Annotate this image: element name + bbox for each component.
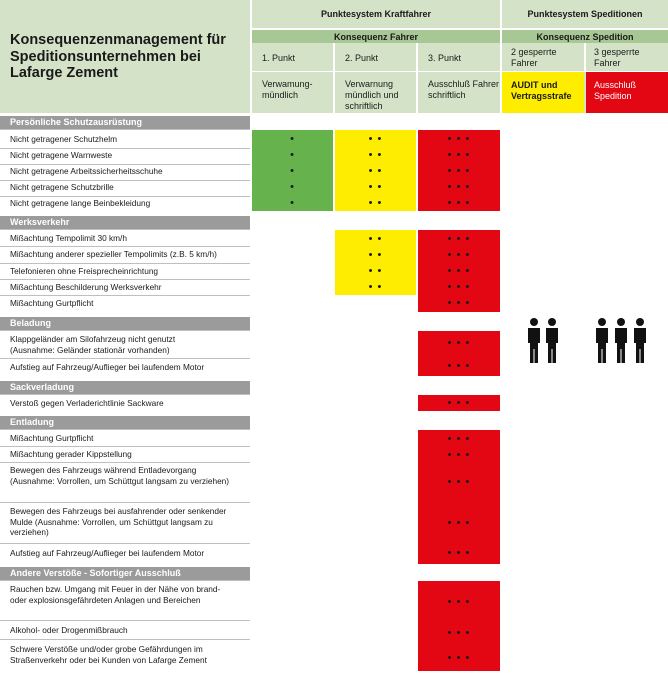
header-separator xyxy=(333,43,335,113)
dot-marker: • • • xyxy=(447,149,471,161)
dot-marker: • • • xyxy=(447,133,471,145)
list-item: Nicht getragene Warnweste xyxy=(10,150,113,160)
row-divider xyxy=(0,229,250,230)
dot-marker: • xyxy=(290,149,295,161)
dot-marker: • • • xyxy=(447,165,471,177)
list-item: Mißachtung Gurtpflicht xyxy=(10,433,94,443)
list-item: Mißachtung Gurtpflicht xyxy=(10,298,94,308)
dot-marker: • • xyxy=(368,181,383,193)
dot-marker: • xyxy=(290,133,295,145)
ppe-red-dots xyxy=(418,130,500,211)
list-item: Aufstieg auf Fahrzeug/Auflieger bei laufendem Motor xyxy=(10,362,205,372)
column-3-point: 3. Punkt xyxy=(428,53,462,63)
row-divider xyxy=(0,129,250,130)
row-divider xyxy=(0,246,250,247)
driver-system-heading: Punktesystem Kraftfahrer xyxy=(320,9,432,19)
row-divider xyxy=(0,358,250,359)
consequence-5: Ausschluß Spedition xyxy=(594,80,637,101)
forwarder-system-heading: Punktesystem Speditionen xyxy=(527,9,643,19)
list-item: Nicht getragene Arbeitssicherheitsschuhe xyxy=(10,166,163,176)
consequence-1: Verwamung- mündlich xyxy=(262,79,313,100)
consequence-3: Ausschluß Fahrer schriftlich xyxy=(428,79,500,100)
list-item: Mißachtung Tempolimit 30 km/h xyxy=(10,233,127,243)
driver-consequence-heading: Konsequenz Fahrer xyxy=(252,30,500,43)
dot-marker: • • xyxy=(368,133,383,145)
list-item: Schwere Verstöße und/oder grobe Gefährdungen im Straßenverkehr oder bei Kunden von Lafarge Zement xyxy=(10,644,207,665)
dot-marker: • • • xyxy=(447,596,471,608)
list-item: Mißachtung Beschilderung Werksverkehr xyxy=(10,282,162,292)
list-item: Nicht getragener Schutzhelm xyxy=(10,134,117,144)
dot-marker: • • • xyxy=(447,281,471,293)
dot-marker: • xyxy=(290,197,295,209)
row-divider xyxy=(0,295,250,296)
list-item: Mißachtung gerader Kippstellung xyxy=(10,449,132,459)
dot-marker: • • xyxy=(368,249,383,261)
ppe-yellow-dots xyxy=(335,130,416,211)
row-divider xyxy=(0,196,250,197)
list-item: Telefonieren ohne Freisprecheinrichtung xyxy=(10,266,159,276)
row-divider xyxy=(0,330,250,331)
row-divider xyxy=(0,164,250,165)
row-divider xyxy=(0,620,250,621)
list-item: Bewegen des Fahrzeugs bei ausfahrender oder senkender Mulde (Ausnahme: Vorrollen, um Schüttgut langsam zu verziehen) xyxy=(10,506,227,537)
list-item: Bewegen des Fahrzeugs während Entladevorgang (Ausnahme: Vorrollen, um Schüttgut langsam zu verziehen) xyxy=(10,465,230,486)
dot-marker: • • xyxy=(368,233,383,245)
row-divider xyxy=(0,580,250,581)
dot-marker: • • • xyxy=(447,652,471,664)
dot-marker: • • xyxy=(368,281,383,293)
column-1-point: 1. Punkt xyxy=(262,53,296,63)
row-divider xyxy=(0,543,250,544)
row-divider xyxy=(0,502,250,503)
section-header-ppe: Persönliche Schutzausrüstung xyxy=(0,116,250,129)
ppe-green-dots xyxy=(252,130,333,211)
traffic-red-dots xyxy=(418,230,500,312)
dot-marker: • • xyxy=(368,165,383,177)
dot-marker: • • • xyxy=(447,433,471,445)
dot-marker: • • • xyxy=(447,476,471,488)
page-title: Konsequenzenmanagement für Speditionsunternehmen bei Lafarge Zement xyxy=(10,32,226,81)
dot-marker: • • • xyxy=(447,517,471,529)
column-2-point: 2. Punkt xyxy=(345,53,379,63)
dot-marker: • • • xyxy=(447,233,471,245)
section-header-loading: Beladung xyxy=(0,317,250,330)
dot-marker: • • • xyxy=(447,197,471,209)
list-item: Mißachtung anderer spezieller Tempolimits (z.B. 5 km/h) xyxy=(10,249,217,259)
traffic-yellow-dots xyxy=(335,230,416,295)
dot-marker: • • xyxy=(368,265,383,277)
row-divider xyxy=(0,639,250,640)
header-separator xyxy=(584,43,586,72)
row-divider xyxy=(0,279,250,280)
column-3-blocked-drivers: 3 gesperrte Fahrer xyxy=(594,47,640,68)
dot-marker: • • • xyxy=(447,397,471,409)
list-item: Rauchen bzw. Umgang mit Feuer in der Nähe von brand- oder explosionsgefährdeten Anlagen und Bereichen xyxy=(10,584,221,605)
other-violations-red-dots xyxy=(418,581,500,671)
dot-marker: • • • xyxy=(447,181,471,193)
list-item: Nicht getragene Schutzbrille xyxy=(10,182,114,192)
section-header-other-violations: Andere Verstöße - Sofortiger Ausschluß xyxy=(0,567,250,580)
dot-marker: • • xyxy=(368,149,383,161)
row-divider xyxy=(0,148,250,149)
row-divider xyxy=(0,446,250,447)
header-separator xyxy=(416,43,418,113)
two-blocked-drivers-icon xyxy=(526,317,562,365)
three-blocked-drivers-icon xyxy=(594,317,650,365)
section-header-traffic: Werksverkehr xyxy=(0,216,250,229)
dot-marker: • • • xyxy=(447,547,471,559)
row-divider xyxy=(0,462,250,463)
row-divider xyxy=(0,394,250,395)
list-item: Klappgeländer am Silofahrzeug nicht genutzt (Ausnahme: Geländer stationär vorhanden) xyxy=(10,334,176,355)
section-header-bag-loading: Sackverladung xyxy=(0,381,250,394)
unloading-red-dots xyxy=(418,430,500,564)
column-2-blocked-drivers: 2 gesperrte Fahrer xyxy=(511,47,557,68)
consequence-2: Verwarnung mündlich und schriftlich xyxy=(345,79,399,111)
dot-marker: • • xyxy=(368,197,383,209)
row-divider xyxy=(0,180,250,181)
list-item: Nicht getragene lange Beinbekleidung xyxy=(10,198,151,208)
loading-red-dots xyxy=(418,331,500,376)
list-item: Alkohol- oder Drogenmißbrauch xyxy=(10,625,128,635)
dot-marker: • xyxy=(290,181,295,193)
consequence-4: AUDIT und Vertragsstrafe xyxy=(511,80,572,101)
dot-marker: • • • xyxy=(447,449,471,461)
forwarder-consequence-heading: Konsequenz Spedition xyxy=(502,30,668,43)
row-divider xyxy=(0,429,250,430)
list-item: Aufstieg auf Fahrzeug/Auflieger bei laufendem Motor xyxy=(10,548,205,558)
row-divider xyxy=(0,263,250,264)
bag-loading-red-dots xyxy=(418,395,500,411)
dot-marker: • • • xyxy=(447,627,471,639)
dot-marker: • • • xyxy=(447,265,471,277)
section-header-unloading: Entladung xyxy=(0,416,250,429)
list-item: Verstoß gegen Verladerichtlinie Sackware xyxy=(10,398,164,408)
dot-marker: • xyxy=(290,165,295,177)
dot-marker: • • • xyxy=(447,297,471,309)
dot-marker: • • • xyxy=(447,249,471,261)
dot-marker: • • • xyxy=(447,360,471,372)
dot-marker: • • • xyxy=(447,337,471,349)
